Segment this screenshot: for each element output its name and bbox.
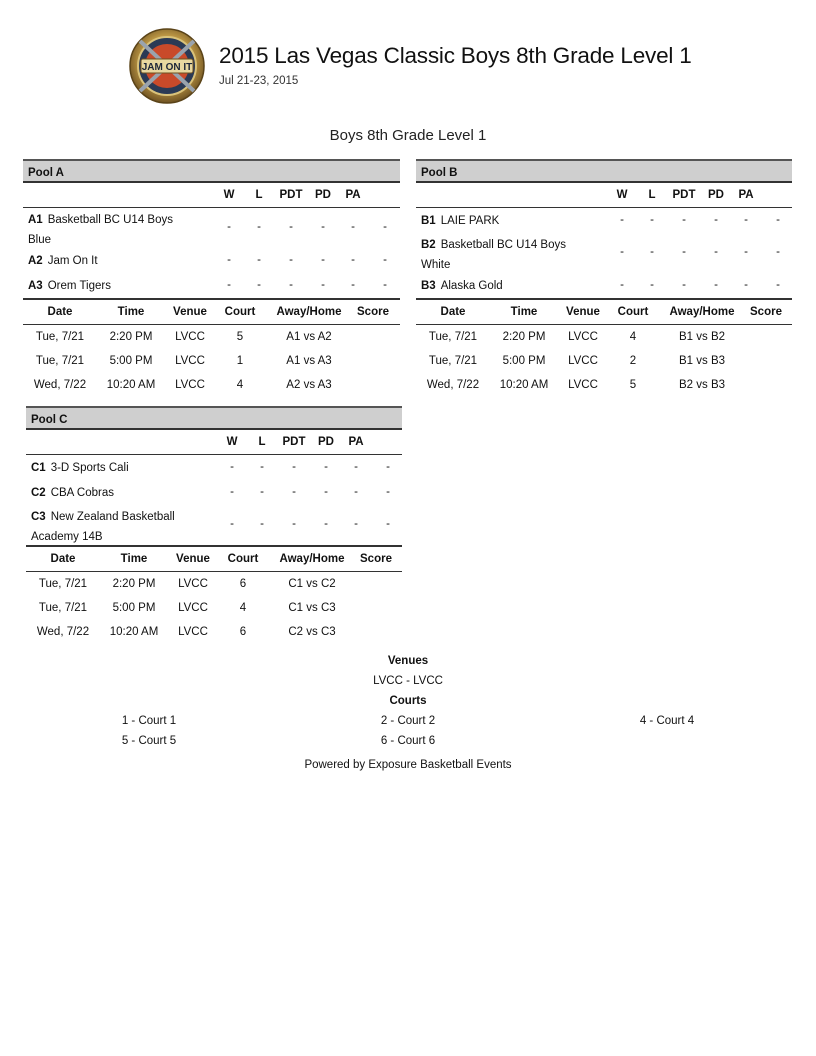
team-stat: - <box>383 221 387 233</box>
court-item: 6 - Court 6 <box>380 735 436 747</box>
team-stat: - <box>292 518 296 530</box>
standings-column-header: PDT <box>279 189 303 201</box>
team-stat: - <box>257 278 261 291</box>
game-time: 10:20 AM <box>499 379 549 391</box>
game-time: 2:20 PM <box>502 331 546 343</box>
team-row <box>23 248 400 273</box>
game-venue: LVCC <box>178 626 208 638</box>
game-row <box>416 325 792 349</box>
team-label <box>28 276 198 296</box>
standings-header <box>416 183 792 208</box>
team-code: B3 <box>421 280 436 292</box>
game-court: 6 <box>239 626 247 638</box>
game-row <box>26 620 402 644</box>
team-row <box>416 233 792 273</box>
team-label <box>31 483 201 503</box>
game-time: 5:00 PM <box>502 355 546 367</box>
team-label <box>31 507 201 547</box>
venue-item: LVCC - LVCC <box>373 675 443 687</box>
team-stat: - <box>257 253 261 266</box>
team-label <box>421 276 591 296</box>
game-time: 2:20 PM <box>112 578 156 590</box>
team-stat: - <box>351 278 355 291</box>
team-stat: - <box>682 278 686 291</box>
team-stat: - <box>354 518 358 530</box>
schedule-column-header: Away/Home <box>279 553 345 565</box>
game-date: Wed, 7/22 <box>33 379 87 391</box>
standings-column-header: W <box>616 189 628 201</box>
event-dates: Jul 21-23, 2015 <box>219 75 299 87</box>
division-title: Boys 8th Grade Level 1 <box>329 127 487 144</box>
court-item: 5 - Court 5 <box>121 735 177 747</box>
team-stat: - <box>383 278 387 291</box>
team-stat: - <box>230 485 234 498</box>
schedule-column-header: Venue <box>566 306 600 318</box>
team-stat: - <box>386 460 390 473</box>
game-court: 4 <box>239 602 247 614</box>
schedule-header <box>416 300 792 325</box>
team-row <box>416 208 792 233</box>
pool-header: Pool A <box>23 159 400 183</box>
standings-column-header: PA <box>345 189 361 201</box>
powered-by: Powered by Exposure Basketball Events <box>304 759 512 771</box>
team-stat: - <box>351 253 355 266</box>
court-item: 2 - Court 2 <box>380 715 436 727</box>
game-court: 5 <box>629 379 637 391</box>
court-item: 1 - Court 1 <box>121 715 177 727</box>
team-stat: - <box>289 253 293 266</box>
game-date: Tue, 7/21 <box>428 331 478 343</box>
team-stat: - <box>292 460 296 473</box>
schedule-column-header: Away/Home <box>276 306 342 318</box>
team-name: Basketball BC U14 Boys White <box>421 239 566 271</box>
game-venue: LVCC <box>175 355 205 367</box>
standings-column-header: W <box>226 436 238 448</box>
team-row <box>26 455 402 480</box>
standings-column-header: PDT <box>282 436 306 448</box>
game-court: 2 <box>629 355 637 367</box>
team-name: 3-D Sports Cali <box>50 462 129 474</box>
game-row <box>416 373 792 397</box>
schedule-column-header: Date <box>47 306 73 318</box>
schedule-column-header: Court <box>224 306 256 318</box>
team-row <box>26 480 402 505</box>
game-matchup: A2 vs A3 <box>286 379 332 391</box>
pool-section <box>26 406 402 644</box>
team-row <box>26 505 402 545</box>
game-date: Tue, 7/21 <box>35 331 85 343</box>
schedule-column-header: Score <box>750 306 782 318</box>
schedule-column-header: Date <box>440 306 466 318</box>
team-code: A2 <box>28 255 43 267</box>
team-name: Orem Tigers <box>47 280 111 292</box>
team-stat: - <box>682 213 686 226</box>
team-name: LAIE PARK <box>440 215 500 227</box>
team-row <box>23 273 400 298</box>
game-court: 6 <box>239 578 247 590</box>
game-date: Wed, 7/22 <box>36 626 90 638</box>
game-court: 4 <box>236 379 244 391</box>
team-stat: - <box>321 278 325 291</box>
pool-section <box>23 159 400 397</box>
standings-header <box>23 183 400 208</box>
game-matchup: B1 vs B2 <box>678 331 726 343</box>
pool-header: Pool C <box>26 406 402 430</box>
team-stat: - <box>776 213 780 226</box>
game-date: Tue, 7/21 <box>428 355 478 367</box>
team-code: A3 <box>28 280 43 292</box>
team-code: A1 <box>28 214 43 226</box>
standings-column-header: W <box>223 189 235 201</box>
team-stat: - <box>776 278 780 291</box>
team-label <box>31 458 201 478</box>
team-stat: - <box>230 518 234 530</box>
team-stat: - <box>386 518 390 530</box>
team-stat: - <box>776 246 780 258</box>
team-stat: - <box>257 221 261 233</box>
team-stat: - <box>292 485 296 498</box>
standings-header <box>26 430 402 455</box>
game-time: 10:20 AM <box>109 626 159 638</box>
team-stat: - <box>744 213 748 226</box>
game-row <box>26 572 402 596</box>
standings-column-header: L <box>648 189 656 201</box>
game-venue: LVCC <box>568 355 598 367</box>
schedule-column-header: Court <box>617 306 649 318</box>
game-matchup: C2 vs C3 <box>288 626 336 638</box>
team-stat: - <box>650 213 654 226</box>
game-row <box>23 349 400 373</box>
courts-heading: Courts <box>389 695 427 707</box>
game-date: Tue, 7/21 <box>38 602 88 614</box>
court-item: 4 - Court 4 <box>639 715 695 727</box>
game-date: Wed, 7/22 <box>426 379 480 391</box>
venues-heading: Venues <box>387 655 429 667</box>
schedule-header <box>23 300 400 325</box>
team-stat: - <box>714 278 718 291</box>
game-row <box>23 373 400 397</box>
game-matchup: B2 vs B3 <box>678 379 726 391</box>
schedule-column-header: Court <box>227 553 259 565</box>
team-stat: - <box>354 460 358 473</box>
team-stat: - <box>386 485 390 498</box>
pool-header: Pool B <box>416 159 792 183</box>
standings-column-header: PD <box>318 436 334 448</box>
team-stat: - <box>230 460 234 473</box>
standings-column-header: L <box>255 189 263 201</box>
team-row <box>23 208 400 248</box>
team-label <box>28 210 198 250</box>
team-stat: - <box>227 278 231 291</box>
game-venue: LVCC <box>178 602 208 614</box>
team-stat: - <box>260 485 264 498</box>
team-stat: - <box>324 460 328 473</box>
game-date: Tue, 7/21 <box>38 578 88 590</box>
team-stat: - <box>383 253 387 266</box>
game-matchup: B1 vs B3 <box>678 355 726 367</box>
game-court: 4 <box>629 331 637 343</box>
team-stat: - <box>324 518 328 530</box>
team-stat: - <box>351 221 355 233</box>
standings-column-header: PA <box>348 436 364 448</box>
team-stat: - <box>714 213 718 226</box>
team-stat: - <box>620 213 624 226</box>
team-stat: - <box>260 460 264 473</box>
game-venue: LVCC <box>568 379 598 391</box>
standings-column-header: PD <box>708 189 724 201</box>
standings-column-header: PD <box>315 189 331 201</box>
team-stat: - <box>321 221 325 233</box>
team-label <box>421 211 591 231</box>
standings-column-header: PDT <box>672 189 696 201</box>
team-stat: - <box>227 221 231 233</box>
team-stat: - <box>744 246 748 258</box>
team-stat: - <box>620 278 624 291</box>
team-stat: - <box>650 246 654 258</box>
team-stat: - <box>682 246 686 258</box>
standings-column-header: L <box>258 436 266 448</box>
team-stat: - <box>324 485 328 498</box>
game-matchup: C1 vs C2 <box>288 578 336 590</box>
team-stat: - <box>260 518 264 530</box>
game-venue: LVCC <box>178 578 208 590</box>
team-code: B1 <box>421 215 436 227</box>
game-matchup: A1 vs A2 <box>286 331 332 343</box>
team-name: Basketball BC U14 Boys Blue <box>28 214 173 246</box>
team-label <box>421 235 591 275</box>
team-stat: - <box>289 278 293 291</box>
game-court: 5 <box>236 331 244 343</box>
game-date: Tue, 7/21 <box>35 355 85 367</box>
team-stat: - <box>714 246 718 258</box>
team-name: Alaska Gold <box>440 280 503 292</box>
team-row <box>416 273 792 298</box>
team-stat: - <box>744 278 748 291</box>
game-matchup: C1 vs C3 <box>288 602 336 614</box>
schedule-column-header: Time <box>510 306 538 318</box>
game-venue: LVCC <box>568 331 598 343</box>
jam-on-it-logo <box>128 27 206 105</box>
game-time: 5:00 PM <box>112 602 156 614</box>
game-row <box>26 596 402 620</box>
team-label <box>28 251 198 271</box>
team-stat: - <box>227 253 231 266</box>
schedule-column-header: Venue <box>173 306 207 318</box>
game-row <box>416 349 792 373</box>
page-title: 2015 Las Vegas Classic Boys 8th Grade Level 1 <box>219 43 692 68</box>
team-name: New Zealand Basketball Academy 14B <box>31 511 175 543</box>
team-code: C1 <box>31 462 46 474</box>
team-name: Jam On It <box>47 255 98 267</box>
schedule-column-header: Time <box>117 306 145 318</box>
team-stat: - <box>620 246 624 258</box>
game-court: 1 <box>236 355 244 367</box>
game-row <box>23 325 400 349</box>
game-time: 2:20 PM <box>109 331 153 343</box>
game-venue: LVCC <box>175 331 205 343</box>
team-stat: - <box>321 253 325 266</box>
team-stat: - <box>354 485 358 498</box>
schedule-column-header: Score <box>357 306 389 318</box>
schedule-column-header: Away/Home <box>669 306 735 318</box>
game-venue: LVCC <box>175 379 205 391</box>
schedule-header <box>26 547 402 572</box>
game-time: 5:00 PM <box>109 355 153 367</box>
pool-section <box>416 159 792 397</box>
schedule-column-header: Score <box>360 553 392 565</box>
team-code: B2 <box>421 239 436 251</box>
logo-text: JAM ON IT <box>141 62 193 73</box>
team-stat: - <box>650 278 654 291</box>
team-code: C3 <box>31 511 46 523</box>
schedule-column-header: Date <box>50 553 76 565</box>
standings-column-header: PA <box>738 189 754 201</box>
schedule-column-header: Venue <box>176 553 210 565</box>
team-stat: - <box>289 221 293 233</box>
schedule-column-header: Time <box>120 553 148 565</box>
team-code: C2 <box>31 487 46 499</box>
team-name: CBA Cobras <box>50 487 114 499</box>
game-matchup: A1 vs A3 <box>286 355 332 367</box>
game-time: 10:20 AM <box>106 379 156 391</box>
